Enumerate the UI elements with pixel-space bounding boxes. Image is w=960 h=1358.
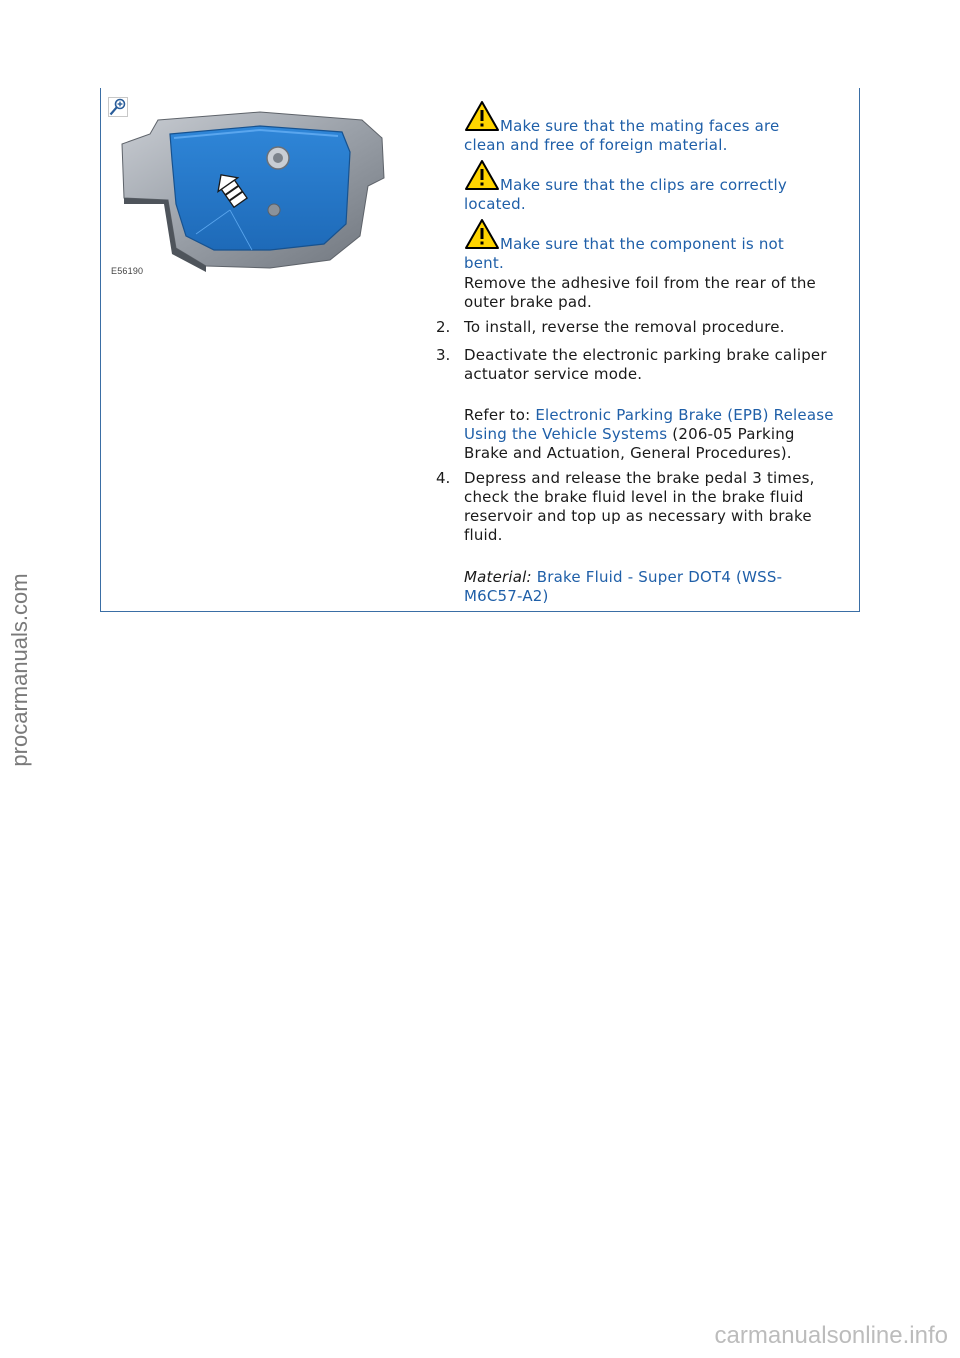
- step-1-text-line-1: Remove the adhesive foil from the rear of the: [464, 274, 816, 292]
- refer-suffix-a: (206-05 Parking: [667, 425, 795, 443]
- step-4-text-line-2: check the brake fluid level in the brake fluid: [464, 488, 804, 506]
- refer-line-2: [464, 425, 795, 444]
- warning-triangle-icon: [464, 218, 500, 250]
- warning-3-line-2: bent.: [464, 254, 504, 272]
- refer-prefix: Refer to:: [464, 406, 536, 424]
- material-link-a[interactable]: Brake Fluid - Super DOT4 (WSS-: [536, 568, 783, 586]
- material-label: Material:: [464, 568, 532, 586]
- footer-watermark: carmanualsonline.info: [714, 1322, 948, 1349]
- warning-3-line-1: Make sure that the component is not: [500, 235, 784, 253]
- step-1-text-line-2: outer brake pad.: [464, 293, 592, 311]
- brake-pad-illustration: [110, 108, 390, 286]
- step-2-number: 2.: [436, 318, 451, 336]
- refer-line-1: [464, 406, 834, 425]
- step-4-text-line-3: reservoir and top up as necessary with brake: [464, 507, 812, 525]
- step-3-text-line-2: actuator service mode.: [464, 365, 643, 383]
- refer-link-a[interactable]: Electronic Parking Brake (EPB) Release: [535, 406, 834, 424]
- step-4-number: 4.: [436, 469, 451, 487]
- warning-triangle-icon: [464, 159, 500, 191]
- side-watermark: procarmanuals.com: [7, 573, 32, 767]
- warning-triangle-icon: [464, 100, 500, 132]
- warning-2-line-2: located.: [464, 195, 526, 213]
- step-4-text-line-4: fluid.: [464, 526, 503, 544]
- step-3-number: 3.: [436, 346, 451, 364]
- step-3-text-line-1: Deactivate the electronic parking brake caliper: [464, 346, 827, 364]
- step-4-text-line-1: Depress and release the brake pedal 3 times,: [464, 469, 815, 487]
- step-2-text: To install, reverse the removal procedure.: [464, 318, 785, 336]
- warning-1-line-2: clean and free of foreign material.: [464, 136, 728, 154]
- figure-code: E56190: [111, 266, 144, 276]
- material-line-1: [464, 568, 782, 587]
- material-link-b[interactable]: M6C57-A2): [464, 587, 549, 605]
- warning-2-line-1: Make sure that the clips are correctly: [500, 176, 787, 194]
- warning-1-line-1: Make sure that the mating faces are: [500, 117, 780, 135]
- refer-link-b[interactable]: Using the Vehicle Systems: [464, 425, 668, 443]
- refer-line-3: Brake and Actuation, General Procedures).: [464, 444, 792, 462]
